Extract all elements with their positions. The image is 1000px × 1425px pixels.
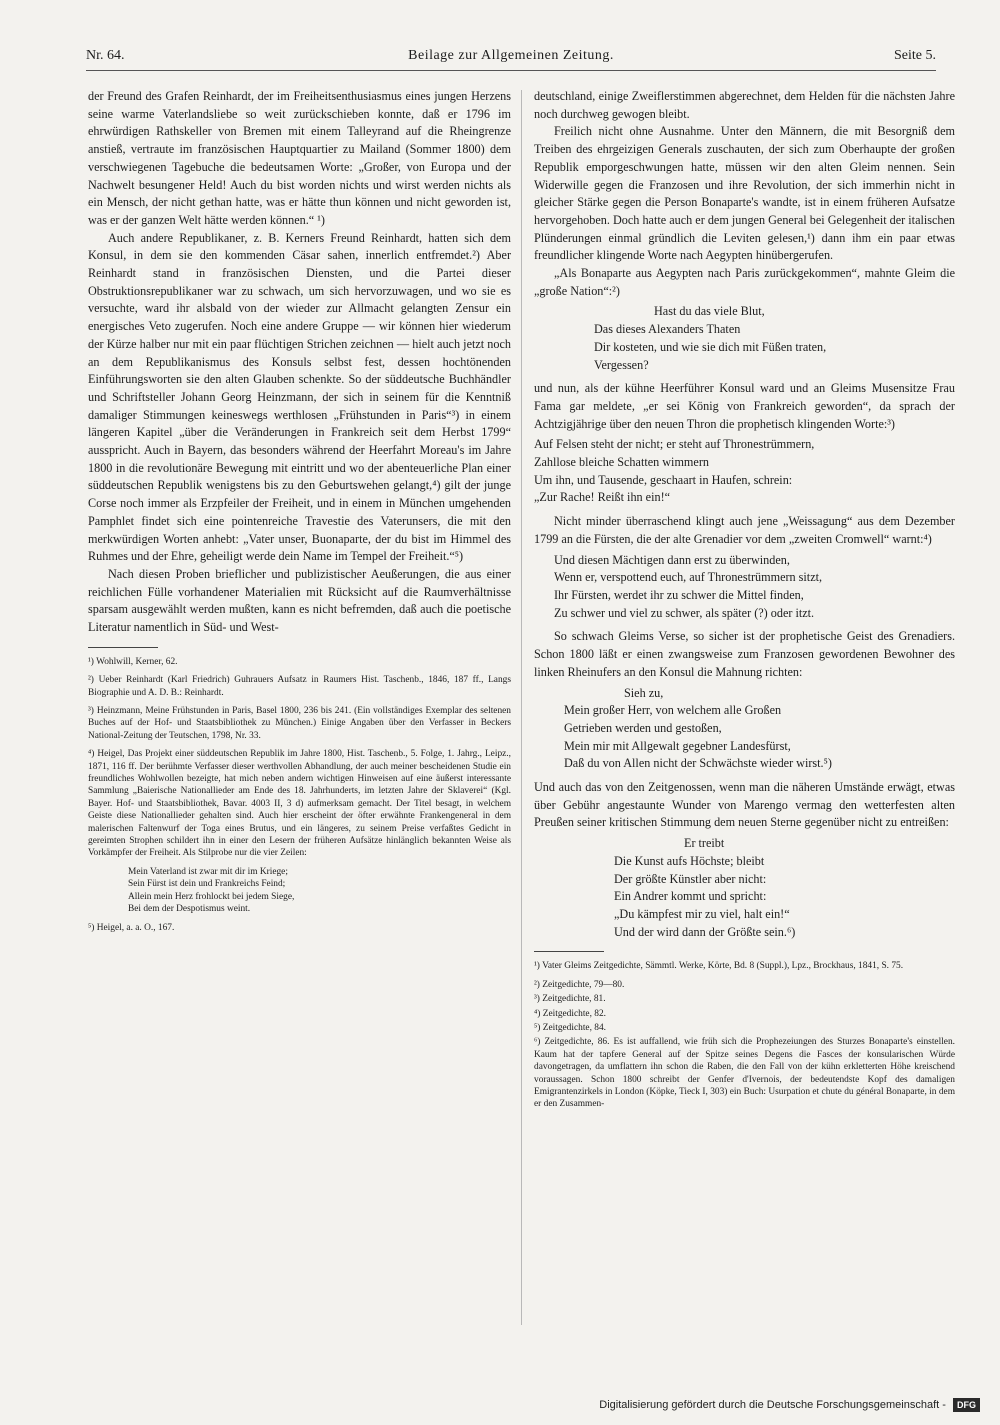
verse-line: Wenn er, verspottend euch, auf Thronestrümmern sitzt,	[554, 570, 823, 585]
verse-line: Zu schwer und viel zu schwer, als später (?) oder itzt.	[554, 605, 815, 620]
left-paragraph-2: Auch andere Republikaner, z. B. Kerners Freund Reinhardt, hatten sich dem Konsul, in dem sie den kommenden Cäsar sahen, innerlich entfremdet.²) Aber Reinhardt stand in französischen Diensten, und die Partei dieser Obstruktionsrepublikaner war zu schwach, um sich hervorzuwagen, und wo sie es versuchte, ward ihr alsbald von der wieder zur Allmacht gelangten Zensur ein energisches Veto zugerufen. Noch eine andere Gruppe — wir können hier wiederum der Kürze halber nur mit ein paar flüchtigen Strichen zeichnen — hielt auch jetzt noch an dem Republikanismus des Konsuls selbst fest, dessen hochtönenden Einführungsworten sie den alten Glauben schenkte. So der süddeutsche Buchhändler und Schriftsteller Johann Georg Heinzmann, der sich in seinem für die Kenntniß damaliger Stimmungen keineswegs werthlosen „Frühstunden in Paris“³) in einem längeren Kapitel „über die Veränderungen in Frankreich seit dem Herbst 1799“ ausspricht. Auch in Bayern, das besonders während der Heerfahrt Moreau's im Jahre 1800 in die revolutionäre Bewegung mit eintritt und wo der abenteuerliche Plan einer süddeutschen Republik wenigstens bis zu den Geburtswehen gelangt,⁴) gilt der junge Corse noch immer als Erzpfeiler der Freiheit, und in einem in München umgehenden Pamphlet findet sich eine pointenreiche Travestie des Vaterunsers, die mit den merkwürdigen Worten anhebt: „Vater unser, Buonaparte, der du bist im Himmel des Ruhmes und der Ehre, geheiligt werde dein Name im Tempel der Freiheit.“⁵)	[88, 230, 511, 564]
verse-line: Ihr Fürsten, werdet ihr zu schwer die Mittel finden,	[554, 587, 804, 602]
verse-line: Allein mein Herz frohlockt bei jedem Siege,	[128, 891, 295, 902]
verse-line: Auf Felsen steht der nicht; er steht auf Thronestrümmern,	[534, 437, 815, 452]
footnote-rule	[88, 647, 158, 648]
left-paragraph-3: Nach diesen Proben brieflicher und publizistischer Aeußerungen, die aus einer reichlichen Fülle vorhandener Materialien mit Rücksicht auf die Raumverhältnisse sparsam ausgewählt werden mußten, kann es nicht befremden, daß auch die poetische Literatur namentlich in Süd- und West-	[88, 566, 511, 635]
verse-line: Mein mir mit Allgewalt gegebner Landesfürst,	[564, 738, 791, 753]
right-paragraph-1: deutschland, einige Zweiflerstimmen abgerechnet, dem Helden für die nächsten Jahre noch durchweg gewogen bleibt.	[534, 89, 955, 121]
footnote-5: ⁵) Heigel, a. a. O., 167.	[88, 922, 175, 933]
right-paragraph-3: „Als Bonaparte aus Aegypten nach Paris zurückgekommen“, mahnte Gleim die „große Nation“:²)	[534, 266, 955, 298]
verse-line: Er treibt	[684, 836, 725, 851]
verse-line: Sein Fürst ist dein und Frankreichs Feind;	[128, 879, 286, 890]
right-paragraph-6: So schwach Gleims Verse, so sicher ist der prophetische Geist des Grenadiers. Schon 1800 läßt er einen zwangsweise zum Franzosen gewordenen Bewohner des linken Rheinufers an den Konsul die Mahnung richten:	[534, 629, 955, 679]
right-paragraph-7: Und auch das von den Zeitgenossen, wenn man die näheren Umstände erwägt, etwas über Gebühr angestaunte Wunder von Marengo vermag den wetterfesten alten Preußen seiner kritischen Stimmung dem neuen Sterne gegenüber nicht zu entreißen:	[534, 780, 955, 830]
verse-line: Hast du das viele Blut,	[654, 304, 765, 319]
verse-line: „Du kämpfest mir zu viel, halt ein!“	[614, 906, 790, 921]
right-paragraph-5: Nicht minder überraschend klingt auch jene „Weissagung“ aus dem Dezember 1799 an die Fürsten, die der alte Grenadier vor dem „zweiten Cromwell“ warnt:⁴)	[534, 514, 955, 546]
verse-line: Getrieben werden und gestoßen,	[564, 720, 722, 735]
verse-line: Daß du von Allen nicht der Schwächste wieder wirst.⁵)	[564, 756, 832, 771]
poem-4	[534, 685, 955, 774]
right-column	[534, 88, 955, 1117]
left-column	[88, 88, 511, 940]
verse-line: Vergessen?	[594, 357, 649, 372]
verse-line: Das dieses Alexanders Thaten	[594, 322, 741, 337]
page-header	[86, 48, 936, 70]
poem-2	[534, 436, 955, 507]
footnote-2: ²) Ueber Reinhardt (Karl Friedrich) Guhrauers Aufsatz in Raumers Hist. Taschenb., 1846, 187 ff., Langs Biographie und A. D. B.: Reinhardt.	[88, 675, 511, 698]
header-rule	[86, 70, 936, 71]
poem-1	[534, 303, 955, 374]
footnote-r1: ¹) Vater Gleims Zeitgedichte, Sämmtl. Werke, Körte, Bd. 8 (Suppl.), Lpz., Brockhaus, 1841, S. 75.	[534, 961, 904, 972]
verse-line: Die Kunst aufs Höchste; bleibt	[614, 853, 765, 868]
footnote-r6: ⁶) Zeitgedichte, 86. Es ist auffallend, wie früh sich die Prophezeiungen des Sturzes Bonaparte's einstellen. Kaum hat der tapfere General auf der Spitze seines Degens die Fasces der konsularischen Würde davongetragen, da umflattern ihn schon die Raben, die den Fall von der kühn erkletterten Höhe kreischend voraussagen. Schon 1800 schreibt der Genfer d'Ivernois, der bedeutendste Kopf des damaligen Emigrantenzirkels in London (Köpke, Tieck I, 303) ein Buch: Usurpation et chute du général Bonaparte, in dem er den Zusammen-	[534, 1037, 955, 1110]
footnote-r3: ³) Zeitgedichte, 81.	[534, 994, 606, 1005]
footnote-4-verse	[88, 866, 511, 916]
poem-3	[534, 552, 955, 623]
verse-line: Dir kosteten, und wie sie dich mit Füßen traten,	[594, 339, 827, 354]
right-paragraph-2: Freilich nicht ohne Ausnahme. Unter den Männern, die mit Besorgniß dem Treiben des ehrgeizigen Generals zuschauten, der sich zum Oberhaupte der großen Republik emporgeschwungen hatte, müssen wir den alten Gleim nennen. Sein Widerwille gegen die Franzosen und ihre Revolution, der sich immerhin nicht in gleicher Stärke gegen die Person Bonaparte's wandte, ist in einem früheren Aufsatze hervorgehoben. Doch hatte auch er dem jungen General bei Gelegenheit der italischen Plünderungen einmal gründlich die Leviten gelesen,¹) dann ihm ein paar etwas freundlicher klingende Worte nach Aegypten hinübergerufen.	[534, 124, 955, 263]
verse-line: „Zur Rache! Reißt ihn ein!“	[534, 490, 671, 505]
footnote-1: ¹) Wohlwill, Kerner, 62.	[88, 656, 178, 667]
page-number: Seite 5.	[894, 48, 936, 63]
verse-line: Bei dem der Despotismus weint.	[128, 904, 251, 915]
credit-text: Digitalisierung gefördert durch die Deutsche Forschungsgemeinschaft -	[599, 1398, 946, 1411]
verse-line: Der größte Künstler aber nicht:	[614, 871, 767, 886]
verse-line: Sieh zu,	[624, 685, 664, 700]
supplement-title: Beilage zur Allgemeinen Zeitung.	[408, 48, 614, 63]
footnote-4: ⁴) Heigel, Das Projekt einer süddeutschen Republik im Jahre 1800, Hist. Taschenb., 5. Folge, 1. Jahrg., Leipz., 1871, 116 ff. Der berühmte Verfasser dieser werthvollen Abhandlung, der auch meiner bescheidenen Studie ein freundliches Wohlwollen bezeigte, hat mich neben andern wichtigen Hinweisen auf eine äußerst interessante Sammlung „Baierische Nationallieder am Ende des 18. Jahrhunderts, im letzten Jahre der Sklaverei“ (Kgl. Bayer. Hof- und Staatsbibliothek, Bavar. 4003 II, 3 d) aufmerksam gemacht. Der Titel besagt, in welchem Geiste diese Nationallieder gehalten sind. Auch hier erscheint der öfter erwähnte Frankengeneral in dem malerischen Faltenwurf der Toga eines Brutus, und ein längeres, zu seinem Preise verfaßtes Gedicht in gereimten Strophen schildert ihn in einer den Lesern der früheren Aufsätze hinlänglich bekannten Weise als Vorkämpfer der Freiheit. Als Stilprobe nur die vier Zeilen:	[88, 749, 511, 859]
footnote-rule	[534, 951, 604, 952]
footnote-3: ³) Heinzmann, Meine Frühstunden in Paris, Basel 1800, 236 bis 241. (Ein vollständiges Exemplar des seltenen Buches auf der Hof- und Staatsbibliothek zu München.) Einige Angaben über den Verfasser in Beckers National-Zeitung der Teutschen, 1798, Nr. 33.	[88, 706, 511, 741]
column-divider	[521, 90, 522, 1325]
verse-line: Mein Vaterland ist zwar mit dir im Kriege;	[128, 866, 288, 877]
footnote-r4: ⁴) Zeitgedichte, 82.	[534, 1008, 606, 1019]
verse-line: Mein großer Herr, von welchem alle Großen	[564, 703, 782, 718]
poem-5	[534, 835, 955, 941]
verse-line: Und der wird dann der Größte sein.⁶)	[614, 924, 796, 939]
verse-line: Und diesen Mächtigen dann erst zu überwinden,	[554, 552, 790, 567]
issue-number: Nr. 64.	[86, 48, 125, 63]
dfg-logo: DFG	[953, 1398, 980, 1412]
right-paragraph-4: und nun, als der kühne Heerführer Konsul ward und an Gleims Musensitze Frau Fama gar meldete, „er sei König von Frankreich geworden“, da sprach der Achtzigjährige über den neuen Thron die prophetisch klingenden Worte:³)	[534, 381, 955, 431]
verse-line: Um ihn, und Tausende, geschaart in Haufen, schrein:	[534, 472, 793, 487]
verse-line: Zahllose bleiche Schatten wimmern	[534, 455, 709, 470]
digitization-credit	[599, 1398, 980, 1412]
verse-line: Ein Andrer kommt und spricht:	[614, 889, 767, 904]
footnote-r5: ⁵) Zeitgedichte, 84.	[534, 1022, 606, 1033]
footnote-r2: ²) Zeitgedichte, 79—80.	[534, 979, 625, 990]
left-paragraph-1: der Freund des Grafen Reinhardt, der im Freiheitsenthusiasmus eines jungen Herzens seine warme Vaterlandsliebe so weit zurückschieben konnte, daß er 1796 im ehrwürdigen Rathskeller von Bremen mit einem Talleyrand auf die Rheingrenze anstieß, vertraute im französischen Hauptquartier zu Mailand (Sommer 1800) dem verschwiegenen Tagebuche die bedeutsamen Worte: „Großer, von Europa und der Nachwelt besungener Held! Auch du bist worden nichts und wirst werden nichts als ein Mensch, der nicht gethan hatte, was er hätte thun können und nicht geworden ist, was er der ganzen Welt hätte werden können.“ ¹)	[88, 89, 511, 227]
